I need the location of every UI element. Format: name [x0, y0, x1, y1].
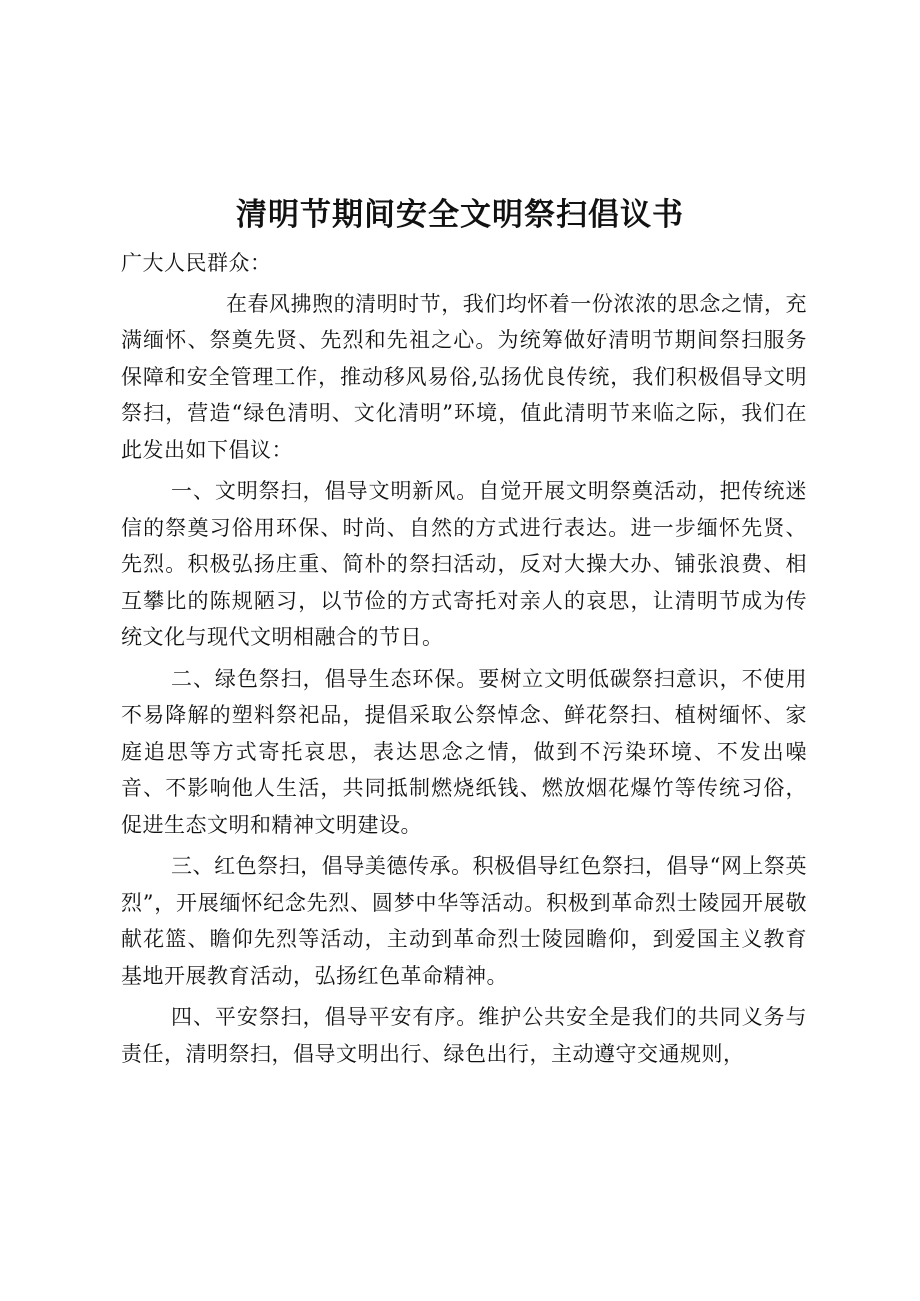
paragraph-red-sweeping: 三、红色祭扫，倡导美德传承。积极倡导红色祭扫，倡导“网上祭英烈”，开展缅怀纪念先烈、圆梦中华等活动。积极到革命烈士陵园开展敬献花篮、瞻仰先烈等活动，主动到革命烈士陵园瞻仰，到爱国主义教育基地开展教育活动，弘扬红色革命精神。	[121, 854, 807, 988]
paragraph-green-sweeping: 二、绿色祭扫，倡导生态环保。要树立文明低碳祭扫意识，不使用不易降解的塑料祭祀品，提倡采取公祭悼念、鲜花祭扫、植树缅怀、家庭追思等方式寄托哀思，表达思念之情，做到不污染环境、不发出噪音、不影响他人生活，共同抵制燃烧纸钱、燃放烟花爆竹等传统习俗，促进生态文明和精神文明建设。	[121, 666, 807, 837]
document-body	[121, 245, 807, 1072]
paragraph-civilized-sweeping: 一、文明祭扫，倡导文明新风。自觉开展文明祭奠活动，把传统迷信的祭奠习俗用环保、时尚、自然的方式进行表达。进一步缅怀先贤、先烈。积极弘扬庄重、简朴的祭扫活动，反对大操大办、铺张浪费、相互攀比的陈规陋习，以节俭的方式寄托对亲人的哀思，让清明节成为传统文化与现代文明相融合的节日。	[121, 479, 807, 649]
paragraph-safe-sweeping: 四、平安祭扫，倡导平安有序。维护公共安全是我们的共同义务与责任，清明祭扫，倡导文明出行、绿色出行，主动遵守交通规则，	[121, 1005, 807, 1066]
intro-paragraph: 在春风拂煦的清明时节，我们均怀着一份浓浓的思念之情，充满缅怀、祭奠先贤、先烈和先祖之心。为统筹做好清明节期间祭扫服务保障和安全管理工作，推动移风易俗,弘扬优良传统，我们积极倡导文明祭扫，营造“绿色清明、文化清明”环境，值此清明节来临之际，我们在此发出如下倡议：	[121, 291, 807, 462]
salutation: 广大人民群众：	[121, 251, 272, 275]
document-title: 清明节期间安全文明祭扫倡议书	[236, 196, 684, 233]
